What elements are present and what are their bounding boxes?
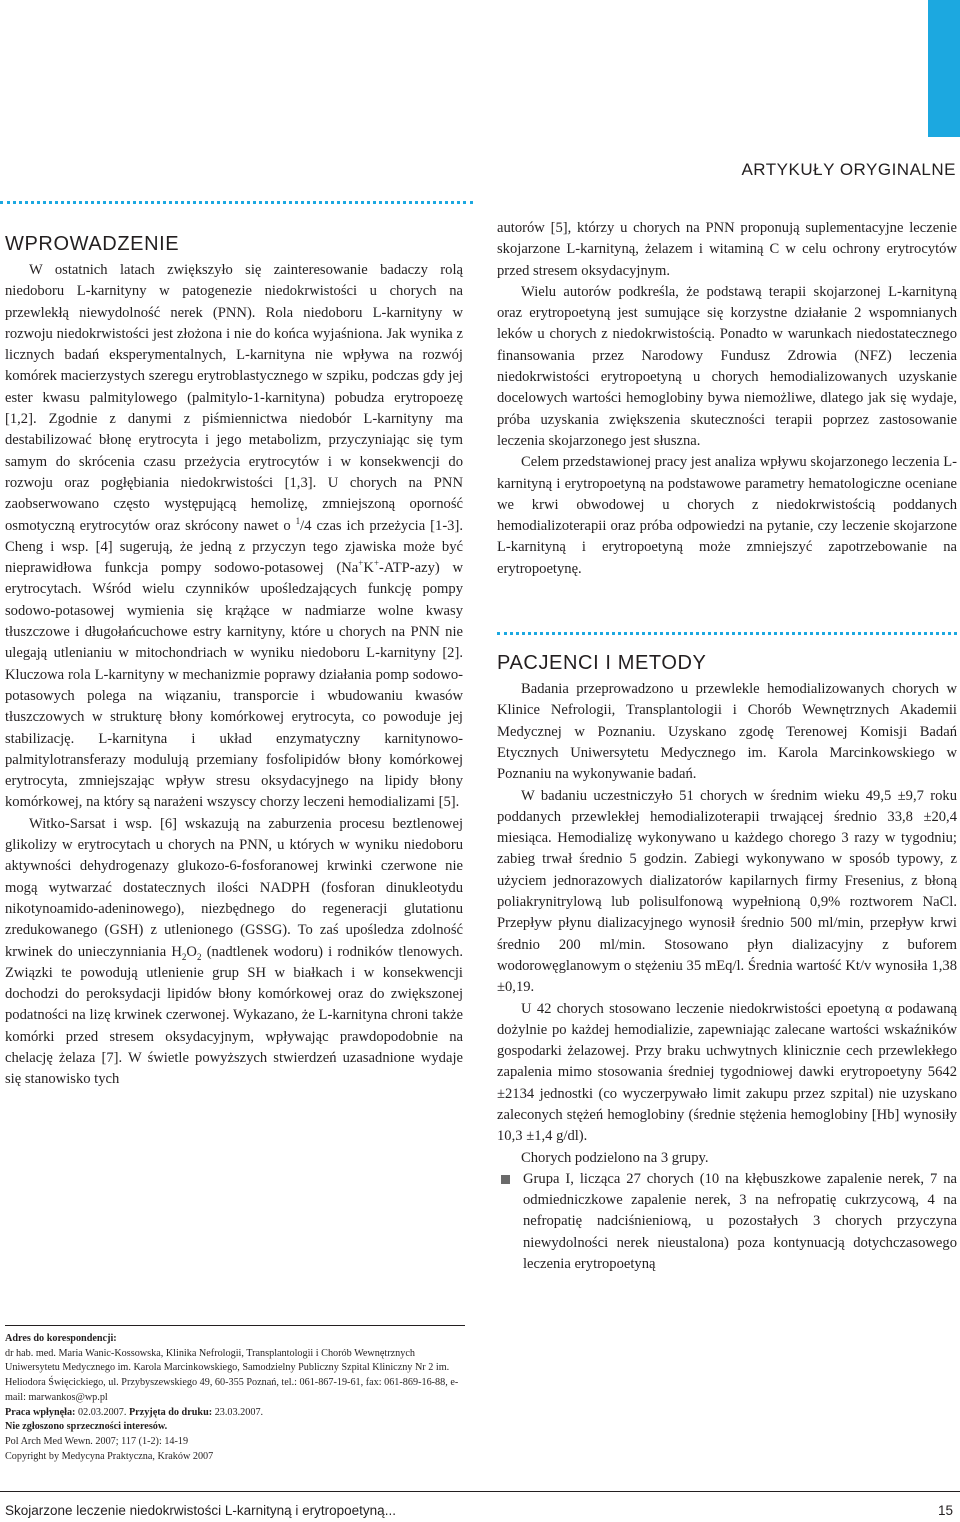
intro-paragraph-1 [5, 260, 463, 814]
intro-text-b: czas ich przeżycia [1-3]. Cheng i wsp. [4] sugerują, że jedną z przyczyn tego zjawiska może być nieprawidłowa funkcja pompy sodowo-potasowej (Na [5, 517, 463, 577]
right-paragraph-3: Celem przedstawionej pracy jest analiza wpływu skojarzonego leczenia L-karnityną i erytropoetyną na podstawowe parametry hematologiczne oceniane we krwi obwodowej u chorych z niedokrwistością poddanych hemodializoterapii oraz próba odpowiedzi na pytanie, czy leczenie skojarzone L-karnityną i erytropoetyną może zmniejszyć zapotrzebowanie na erytropoetynę. [497, 454, 958, 577]
copyright-line: Copyright by Medycyna Praktyczna, Kraków 2007 [5, 1450, 214, 1462]
intro-text-a: W ostatnich latach zwiększyło się zainteresowanie badaczy rolą niedoboru L-karnityny w patogenezie niedokrwistości u chorych na przewlekłą niewydolność nerek (PNN). Rola niedoboru L-karnityny w rozwoju niedokrwistości jest złożona i nie do końca wyjaśniona. Jak wynika z licznych badań eksperymentalnych, L-karnityna nie wpływa na rozwój komórek macierzystych szeregu erytroblastycznego w szpiku, podczas gdy jej ester kwasu palmitylowego (palmitylo-1-karnityna) pobudza erytropoezę [1,2]. Zgodnie z danymi z piśmiennictwa niedobór L-karnityny ma destabilizować błonę erytrocyta i jego metabolizm, przyczyniając się tym samym do skrócenia czasu przeżycia erytrocytów i w konsekwencji do rozwoju oraz pogłębiania niedokrwistości [1,3]. U chorych na PNN zaobserwowano często występującą hemolizę, zmniejszoną oporność osmotyczną erytrocytów oraz skrócony nawet o [5, 262, 463, 534]
methods-paragraph-3: U 42 chorych stosowano leczenie niedokrwistości epoetyną α podawaną dożylnie po każdej hemodializie, zapewniając zalecane wartości wskaźników gospodarki żelazowej. Przy braku uchwytnych klinicznie cech przewlekłego zapalenia mimo stosowania średniej tygodniowej dawki erytropoetyny 5642 ±2134 jednostki (co wyczerpywało limit zakupu przez szpital) nie uzyskano zaleconych stężeń hemoglobiny (średnie stężenia hemoglobiny [Hb] wynosiły 10,3 ±1,4 g/dl). [497, 1000, 957, 1145]
square-bullet-icon [501, 1175, 510, 1184]
correspondence-block [5, 1325, 465, 1464]
group-list-text: Grupa I, licząca 27 chorych (10 na kłębuszkowe zapalenie nerek, 7 na odmiedniczkowe zapalenie nerek, 3 na nefropatię cukrzycową, 4 na nefropatię nadciśnieniową, u pozostałych 3 chorych przyczyna niewydolności nerek nieustalona) poza kontynuacją dotychczasowego leczenia erytropoetyną [523, 1170, 957, 1273]
footer-divider [0, 1491, 960, 1492]
correspondence-heading: Adres do korespondencji: [5, 1333, 117, 1344]
section-label: ARTYKUŁY ORYGINALNE [741, 160, 956, 179]
superscript-plus-2: + [373, 558, 379, 569]
accepted-date: 23.03.2007. [214, 1406, 264, 1418]
running-title: Skojarzone leczenie niedokrwistości L-karnityną i erytropoetyną... [5, 1503, 396, 1518]
right-paragraph-2: Wielu autorów podkreśla, że podstawą terapii skojarzonej L-karnityną oraz erytropoetyną jest sumujące się korzystne działanie 2 wspomnianych leków u chorych z niedokrwistością. Ponadto w warunkach niedostatecznego finansowania przez Narodowy Fundusz Zdrowia (NFZ) leczenia niedokrwistości erytropoetyną u chorych hemodializowanych uzyskanie docelowych wartości hemoglobiny bywa niemożliwe, dlatego jak się wydaje, próba uzyskania zwiększenia skuteczności terapii poprzez zastosowanie leczenia skojarzonego jest słuszna. [497, 283, 957, 449]
right-column [497, 218, 957, 1275]
page-number: 15 [937, 1503, 953, 1518]
intro-text-e: (nadtlenek wodoru) i rodników tlenowych. Związki te powodują utlenienie grup SH w białkach i w konsekwencji dochodzi do peroksydacji lipidów błony komórkowej oraz do zwiększonej podatności na lizę krwinek czerwonej. Wykazano, że L-karnityna chroni także komórki przed stresem oksydacyjnym, wpływając prawdopodobnie na chelację żelaza [7]. W świetle powyższych stwierdzeń uzasadnione wydaje się stanowisko tych [5, 943, 463, 1088]
fraction-denominator: /4 [300, 517, 312, 534]
received-date: 02.03.2007. [78, 1406, 127, 1418]
left-column [5, 232, 463, 1091]
intro-heading: WPROWADZENIE [5, 233, 180, 255]
subscript-2-a: 2 [181, 951, 187, 962]
intro-text-c: -ATP-azy) w erytrocytach. Wśród wielu czynników upośledzających funkcję pompy sodowo-potasowej wymienia się krążące w nadmiarze wolne kwasy tłuszczowe i długołańcuchowe estry karnityny, które u chorych na PNN nie ulegają utlenianiu w mitochondriach w wyniku niedoboru L-karnityny [2]. Kluczowa rola L-karnityny w mechanizmie poprawy działania pomp sodowo-potasowych polega na wiązaniu, transporcie i wbudowaniu kwasów tłuszczowych w strukturę błony komórkowej erytrocyta, co powoduje jej stabilizację. L-karnityna i układ enzymatyczny karnitynowo-palmitylotransferazy modulują przemiany fosfolipidów błony komórkowej erytrocyta, zmniejszając wpływ stresu oksydacyjnego na lipidy błony komórkowej, na który są narażeni wszyscy chorzy leczeni hemodializami [5]. [5, 560, 463, 811]
potassium-symbol: K [363, 560, 374, 577]
color-tab [928, 0, 960, 137]
received-label: Praca wpłynęła: [5, 1406, 76, 1418]
subscript-2-b: 2 [196, 951, 202, 962]
fraction-numerator: 1 [295, 515, 301, 526]
dates-line [5, 1406, 465, 1421]
accepted-label: Przyjęta do druku: [128, 1406, 213, 1418]
dotted-divider-right [497, 632, 957, 635]
right-paragraph-1: autorów [5], którzy u chorych na PNN proponują suplementacyjne leczenie skojarzone L-karnityną, żelazem i witaminą C w celu ochrony erytrocytów przed stresem oksydacyjnym. [497, 220, 957, 279]
citation-line: Pol Arch Med Wewn. 2007; 117 (1-2): 14-19 [5, 1435, 189, 1447]
methods-paragraph-4: Chorych podzielono na 3 grupy. [521, 1149, 709, 1166]
group-list-item [497, 1169, 957, 1275]
intro-text-d: Witko-Sarsat i wsp. [6] wskazują na zaburzenia procesu beztlenowej glikolizy w erytrocytach u chorych na PNN, u których w wyniku niedoboru aktywności dehydrogenazy glukozo-6-fosforanowej krwinki czerwone nie mogą wytwarzać dostatecznych ilości NADPH (fosforan dinukleotydu nikotynoamido-adeninowego), niezbędnego do regeneracji glutationu zredukowanego (GSH) z utlenionego (GSSG). To zaś upośledza zdolność krwinek do unieczynniania H [5, 815, 463, 960]
correspondence-address: dr hab. med. Maria Wanic-Kossowska, Klinika Nefrologii, Transplantologii i Chorób Wewnętrznych Uniwersytetu Medycznego im. Karola Marcinkowskiego, Samodzielny Publiczny Szpital Kliniczny Nr 2 im. Heliodora Święcickiego, ul. Przybyszewskiego 49, 60-355 Poznań, tel.: 061-867-19-61, fax: 061-869-16-88, e-mail: marwankos@wp.pl [5, 1347, 459, 1403]
superscript-plus-1: + [358, 558, 364, 569]
methods-paragraph-2: W badaniu uczestniczyło 51 chorych w średnim wieku 49,5 ±9,7 roku poddanych przewlekłej hemodializoterapii trwającej średnio 33,8 ±20,4 miesiąca. Hemodializę wykonywano u każdego chorego 3 razy w tygodniu; zabieg trwał średnio 5 godzin. Zabiegi wykonywano w sposób typowy, z użyciem jednorazowych dializatorów kapilarnych firmy Fresenius, z błoną poliakrynitrylową lub polisulfonową wypełnioną 0,9% roztworem NaCl. Przepływ płynu dializacyjnego wynosił średnio 500 ml/min, przepływ krwi średnio 200 ml/min. Stosowano płyn dializacyjny z buforem wodorowęglanowym o stężeniu 35 mEq/l. Średnia wartość Kt/v wynosiła 1,38 ±0,19. [497, 787, 957, 996]
oxygen-symbol: O [186, 943, 197, 960]
intro-paragraph-2 [5, 814, 463, 1091]
dotted-divider [0, 201, 473, 204]
methods-paragraph-1: Badania przeprowadzono u przewlekle hemodializowanych chorych w Klinice Nefrologii, Transplantologii i Chorób Wewnętrznych Akademii Medycznej w Poznaniu. Uzyskano zgodę Terenowej Komisji Badań Etycznych Uniwersytetu Medycznego im. Karola Marcinkowskiego w Poznaniu na wykonywanie badań. [497, 681, 957, 783]
conflict-statement: Nie zgłoszono sprzeczności interesów. [5, 1421, 168, 1433]
methods-heading: PACJENCI I METODY [497, 652, 707, 675]
